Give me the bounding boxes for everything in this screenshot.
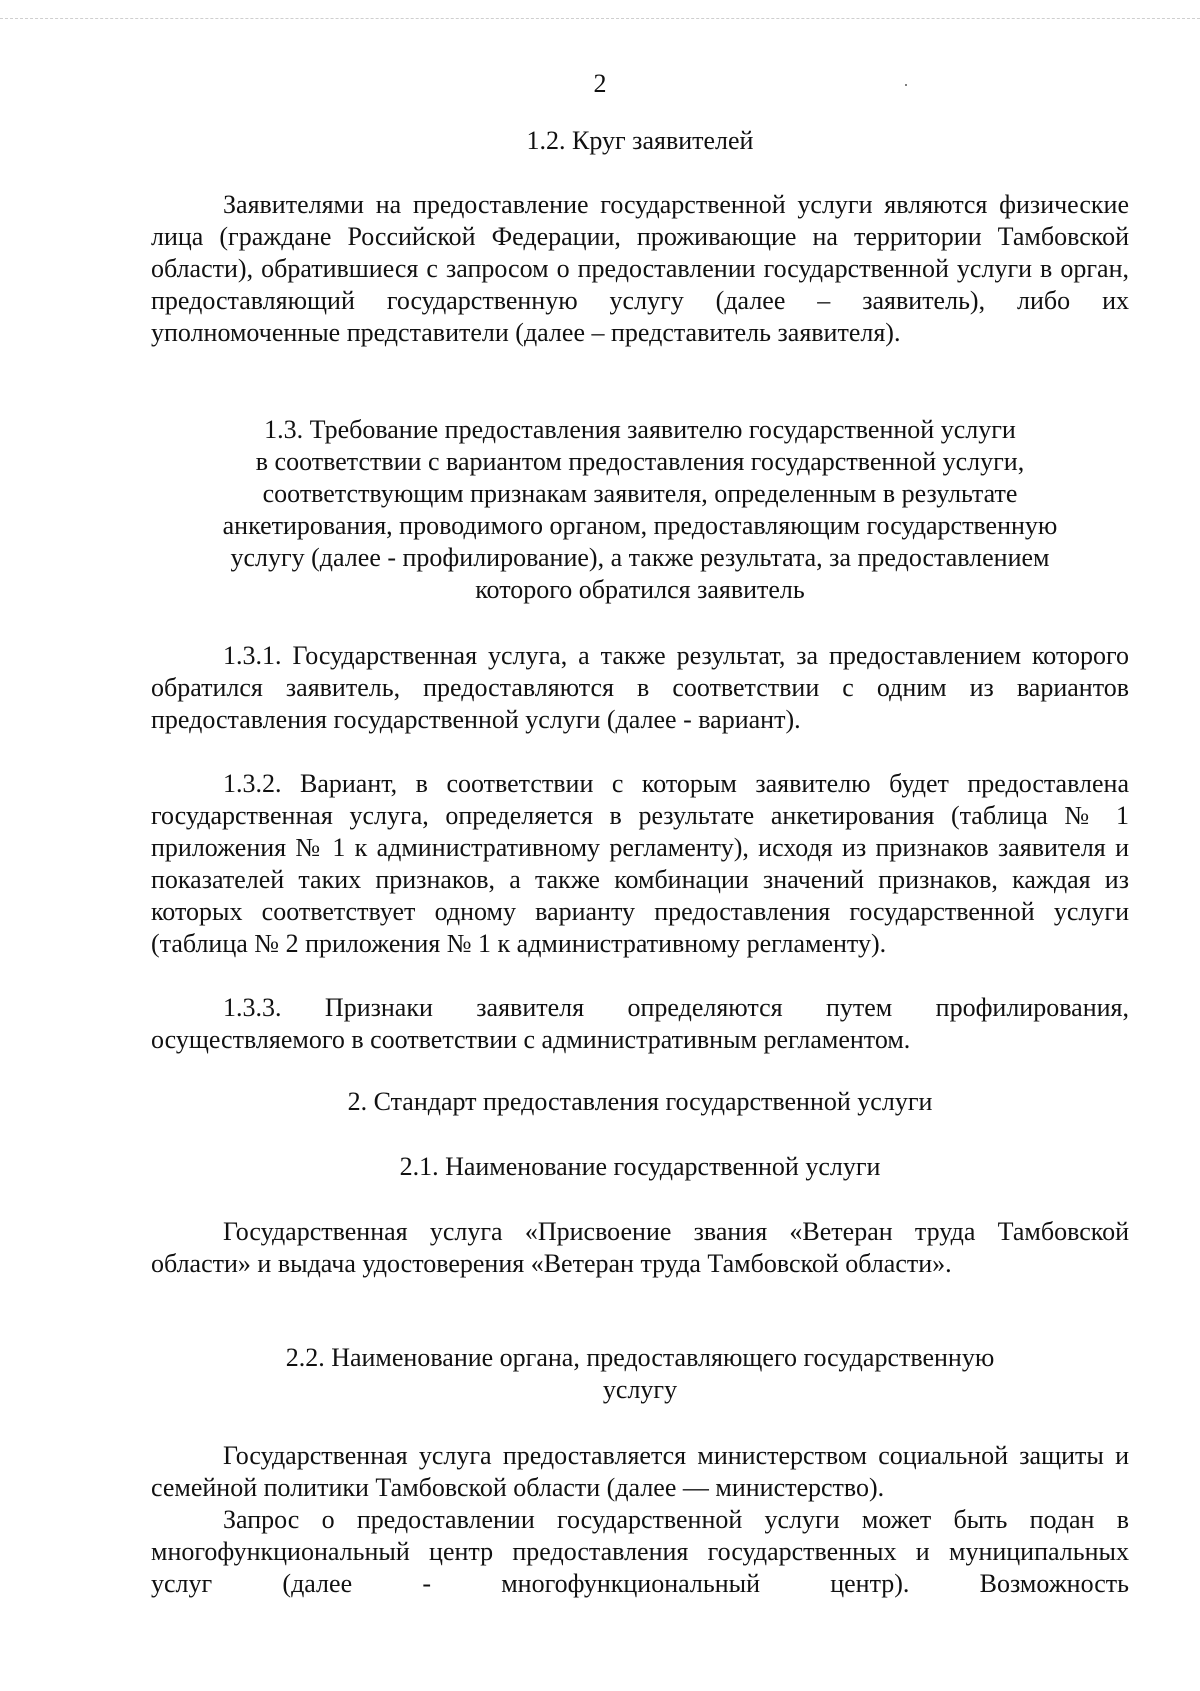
page-number: 2 bbox=[593, 69, 607, 98]
scan-edge-line bbox=[0, 18, 1200, 19]
heading-1-3-line: 1.3. Требование предоставления заявителю государственной услуги bbox=[264, 415, 1016, 444]
paragraph-1-3-1: 1.3.1. Государственная услуга, а также результат, за предоставлением которого обратился заявитель, предоставляются в соответствии с одним из вариантов предоставления государственной услуги (далее - вариант). bbox=[151, 641, 1129, 734]
paragraph-mfc: Запрос о предоставлении государственной услуги может быть подан в многофункциональный центр предоставления государственных и муниципальных услуг (далее - многофункциональный центр). Возможность bbox=[151, 1505, 1129, 1598]
heading-1-3-line: в соответствии с вариантом предоставления государственной услуги, bbox=[255, 447, 1025, 476]
heading-1-3-line: соответствующим признакам заявителя, определенным в результате bbox=[262, 479, 1018, 508]
heading-2: 2. Стандарт предоставления государственной услуги bbox=[347, 1087, 933, 1116]
heading-1-3-line: услугу (далее - профилирование), а также результата, за предоставлением bbox=[230, 543, 1050, 572]
heading-1-3 bbox=[151, 414, 1129, 606]
heading-2-2-line: услугу bbox=[602, 1375, 678, 1404]
heading-1-3-line: которого обратился заявитель bbox=[475, 575, 805, 604]
paragraph-applicants: Заявителями на предоставление государственной услуги являются физические лица (граждане Российской Федерации, проживающие на территории Тамбовской области), обратившиеся с запросом о предоставлении государственной услуги в орган, предоставляющий государственную услугу (далее – заявитель), либо их уполномоченные представители (далее – представитель заявителя). bbox=[151, 190, 1129, 347]
heading-1-2: 1.2. Круг заявителей bbox=[526, 126, 754, 155]
paragraph-1-3-3: 1.3.3. Признаки заявителя определяются путем профилирования, осуществляемого в соответствии с административным регламентом. bbox=[151, 993, 1129, 1054]
heading-2-1: 2.1. Наименование государственной услуги bbox=[399, 1152, 881, 1181]
heading-2-2 bbox=[151, 1342, 1129, 1406]
heading-2-2-line: 2.2. Наименование органа, предоставляющего государственную bbox=[285, 1343, 995, 1372]
paragraph-1-3-2: 1.3.2. Вариант, в соответствии с которым заявителю будет предоставлена государственная услуга, определяется в результате анкетирования (таблица № 1 приложения № 1 к административному регламенту), исходя из признаков заявителя и показателей таких признаков, а также комбинации значений признаков, каждая из которых соответствует одному варианту предоставления государственной услуги (таблица № 2 приложения № 1 к административному регламенту). bbox=[151, 769, 1129, 958]
paragraph-ministry: Государственная услуга предоставляется министерством социальной защиты и семейной политики Тамбовской области (далее — министерство). bbox=[151, 1441, 1129, 1502]
heading-1-3-line: анкетирования, проводимого органом, предоставляющим государственную bbox=[222, 511, 1058, 540]
paragraph-service-name: Государственная услуга «Присвоение звания «Ветеран труда Тамбовской области» и выдача удостоверения «Ветеран труда Тамбовской области». bbox=[151, 1217, 1129, 1278]
